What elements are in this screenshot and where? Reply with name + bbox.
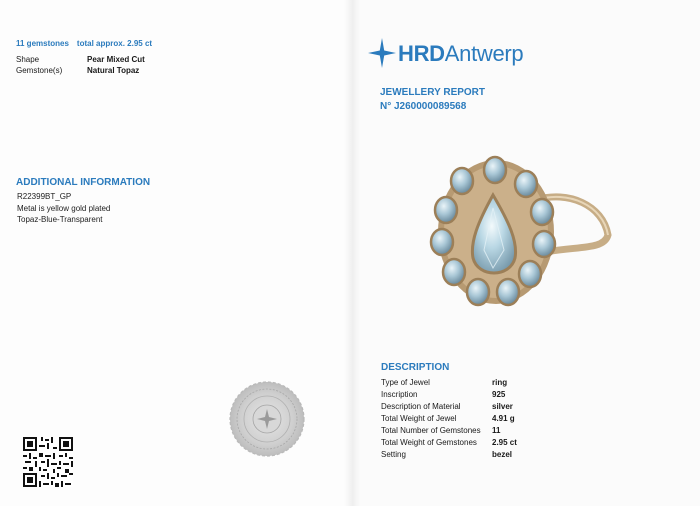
description-label: Setting xyxy=(381,450,406,459)
logo-wordmark: HRDAntwerp xyxy=(398,41,524,66)
gemstone-value: Natural Topaz xyxy=(87,66,140,75)
page-fold xyxy=(344,0,360,506)
description-value: 11 xyxy=(492,426,501,435)
hologram-seal xyxy=(226,378,308,460)
description-row xyxy=(381,450,512,459)
gemstone-row xyxy=(16,66,139,75)
description-value: ring xyxy=(492,378,508,387)
star-icon xyxy=(368,36,398,70)
description-label: Type of Jewel xyxy=(381,378,430,387)
description-label: Total Weight of Jewel xyxy=(381,414,457,423)
hrd-antwerp-logo xyxy=(368,36,528,70)
description-label: Description of Material xyxy=(381,402,461,411)
gemstone-count: 11 gemstones xyxy=(16,39,69,48)
shape-row xyxy=(16,55,145,64)
description-row xyxy=(381,426,500,435)
description-title: DESCRIPTION xyxy=(381,362,450,373)
description-row xyxy=(381,438,517,447)
report-number: N° J260000089568 xyxy=(380,101,467,112)
additional-line-metal: Metal is yellow gold plated xyxy=(17,204,111,213)
additional-line-reference: R22399BT_GP xyxy=(17,192,72,201)
description-value: silver xyxy=(492,402,513,411)
shape-value: Pear Mixed Cut xyxy=(87,55,145,64)
description-label: Total Number of Gemstones xyxy=(381,426,481,435)
description-value: 2.95 ct xyxy=(492,438,517,447)
description-row xyxy=(381,390,505,399)
gemstone-total-weight: total approx. 2.95 ct xyxy=(76,39,153,48)
additional-information-title: ADDITIONAL INFORMATION xyxy=(16,177,151,188)
qr-code xyxy=(23,437,73,487)
report-title: JEWELLERY REPORT xyxy=(380,87,486,98)
additional-line-color: Topaz-Blue-Transparent xyxy=(17,215,103,224)
description-row xyxy=(381,378,507,387)
description-label: Total Weight of Gemstones xyxy=(381,438,477,447)
ring-photo xyxy=(418,150,618,315)
description-label: Inscription xyxy=(381,390,418,399)
description-value: bezel xyxy=(492,450,513,459)
gemstone-summary xyxy=(16,39,152,48)
description-row xyxy=(381,414,515,423)
description-row xyxy=(381,402,513,411)
gemstone-label: Gemstone(s) xyxy=(16,66,63,75)
shape-label: Shape xyxy=(16,55,40,64)
description-value: 4.91 g xyxy=(492,414,515,423)
description-value: 925 xyxy=(492,390,506,399)
